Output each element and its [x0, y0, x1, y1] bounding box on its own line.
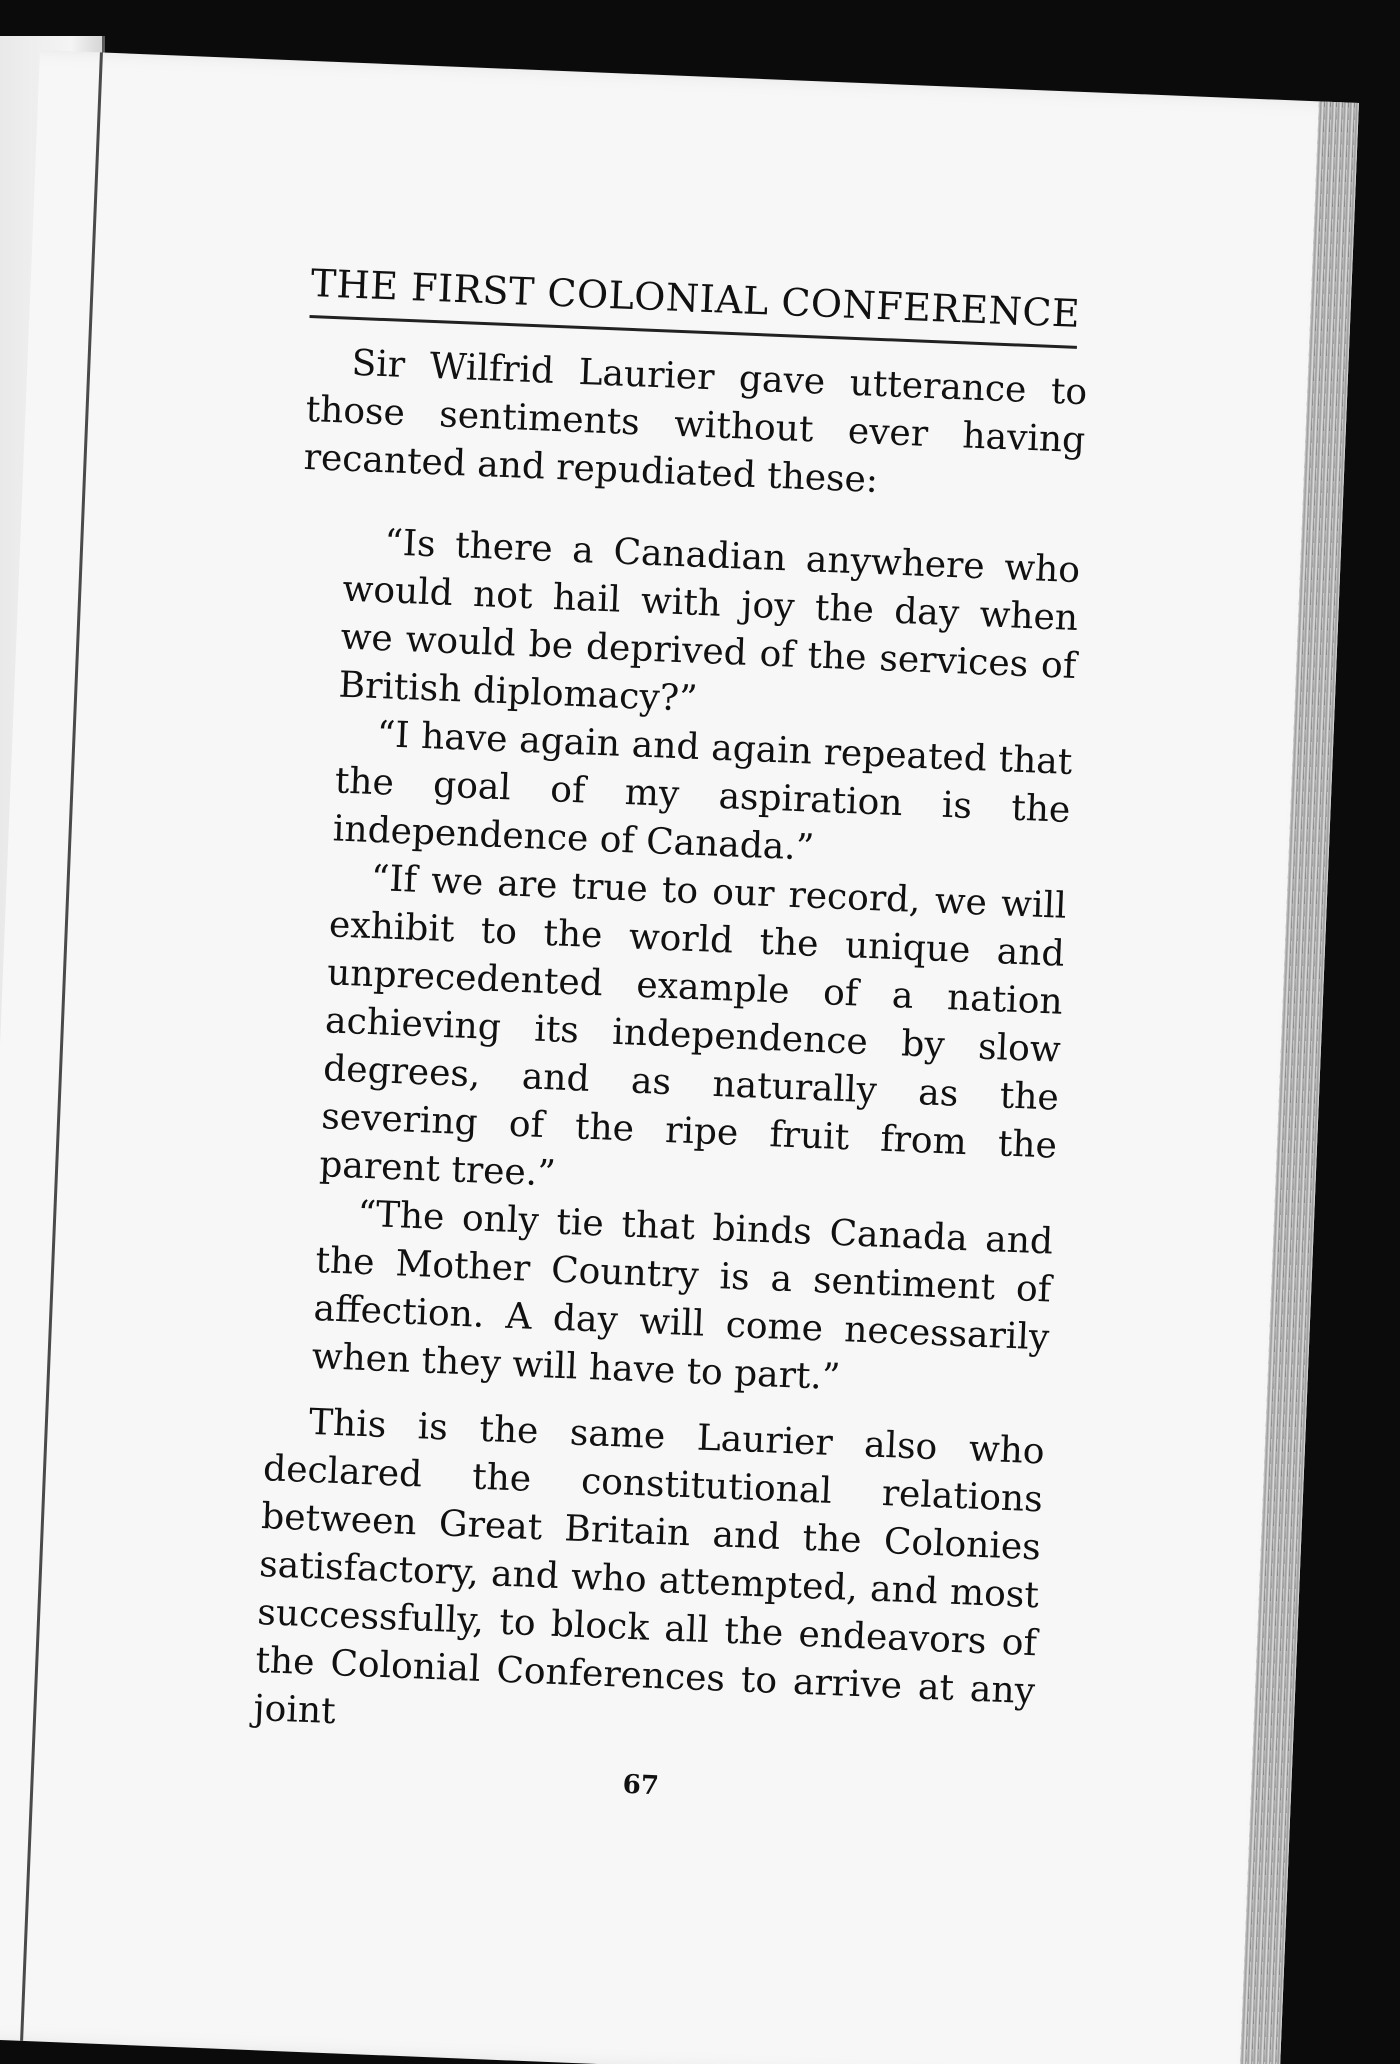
intro-paragraph: Sir Wilfrid Laurier gave utterance to those sentiments without ever having recanted and repudiated these:: [303, 342, 1088, 501]
running-head: THE FIRST COLONIAL CONFERENCE: [309, 261, 1079, 349]
quote-2: “I have again and again repeated that the goal of my aspiration is the independence of Canada.”: [332, 714, 1074, 869]
page-number: 67: [622, 1769, 660, 1802]
closing-paragraph: This is the same Laurier also who declared the constitutional relations between Great Britain and the Colonies satisfactory, and who attempted, and most successfully, to block all the endeavors of the Colonial Conferences to arrive at any joint: [252, 1401, 1046, 1733]
quote-4: “The only tie that binds Canada and the Mother Country is a sentiment of affection. A day will come necessarily when they will have to part.”: [310, 1193, 1054, 1399]
book-page: [0, 50, 1359, 2064]
page-stack-edge: [1239, 101, 1359, 2064]
quotation-block: [311, 518, 1081, 1411]
binding-gutter: [20, 52, 103, 2041]
quote-3: “If we are true to our record, we will exhibit to the world the unique and unprecedented example of a nation achieving its independence by slow degrees, and as naturally as the severing of the ripe fruit from the parent tree.”: [318, 857, 1068, 1195]
quote-1: “Is there a Canadian anywhere who would not hail with joy the day when we would be deprived of the services of British diplomacy?”: [337, 522, 1081, 720]
page-content: [251, 261, 1112, 1817]
